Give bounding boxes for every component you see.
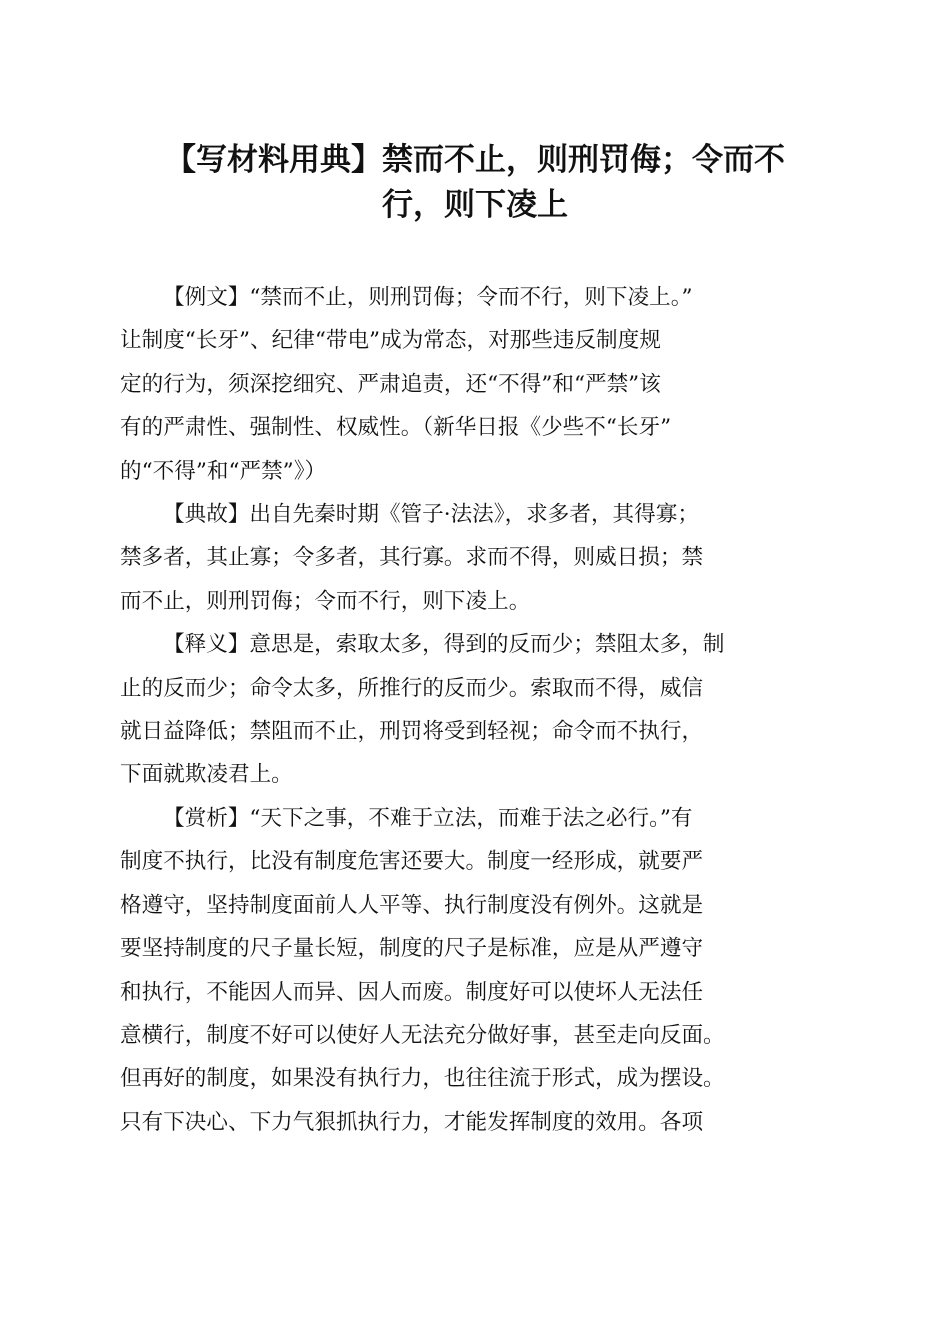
text-line: 意横行，制度不好可以使好人无法充分做好事，甚至走向反面。 xyxy=(120,1022,725,1048)
paragraph-meaning xyxy=(120,623,825,797)
text-line: 【典故】出自先秦时期《管子·法法》，求多者，其得寡； xyxy=(163,502,699,528)
paragraph-origin xyxy=(120,493,825,623)
document-title xyxy=(110,138,840,228)
text-line: 禁多者，其止寡；令多者，其行寡。求而不得，则威日损；禁 xyxy=(120,545,704,571)
text-line: 定的行为，须深挖细究、严肃追责，还“不得”和“严禁”该 xyxy=(120,371,661,397)
text-line: 要坚持制度的尺子量长短，制度的尺子是标准，应是从严遵守 xyxy=(120,936,704,962)
text-line: 止的反而少；命令太多，所推行的反而少。索取而不得，威信 xyxy=(120,675,704,701)
text-line: 和执行，不能因人而异、因人而废。制度好可以使坏人无法任 xyxy=(120,979,704,1005)
text-line: 的“不得”和“严禁”》） xyxy=(120,458,327,484)
paragraph-example xyxy=(120,276,825,493)
title-line: 【写材料用典】禁而不止，则刑罚侮；令而不 xyxy=(165,142,785,178)
text-line: 格遵守，坚持制度面前人人平等、执行制度没有例外。这就是 xyxy=(120,892,704,918)
document-body xyxy=(120,276,825,1144)
text-line: 下面就欺凌君上。 xyxy=(120,762,293,788)
text-line: 但再好的制度，如果没有执行力，也往往流于形式，成为摆设。 xyxy=(120,1066,725,1092)
text-line: 让制度“长牙”、纪律“带电”成为常态，对那些违反制度规 xyxy=(120,328,661,354)
text-line: 就日益降低；禁阻而不止，刑罚将受到轻视；命令而不执行， xyxy=(120,719,704,745)
text-line: 只有下决心、下力气狠抓执行力，才能发挥制度的效用。各项 xyxy=(120,1109,704,1135)
text-line: 制度不执行，比没有制度危害还要大。制度一经形成，就要严 xyxy=(120,849,704,875)
text-line: 有的严肃性、强制性、权威性。（新华日报《少些不“长牙” xyxy=(120,415,672,441)
text-line: 【例文】“禁而不止，则刑罚侮；令而不行，则下凌上。” xyxy=(163,285,693,310)
text-line: 【赏析】“天下之事，不难于立法，而难于法之必行。”有 xyxy=(163,805,693,831)
text-line: 而不止，则刑罚侮；令而不行，则下凌上。 xyxy=(120,588,531,614)
title-line: 行，则下凌上 xyxy=(382,187,568,223)
text-line: 【释义】意思是，索取太多，得到的反而少；禁阻太多，制 xyxy=(163,632,725,658)
paragraph-appreciation xyxy=(120,797,825,1144)
